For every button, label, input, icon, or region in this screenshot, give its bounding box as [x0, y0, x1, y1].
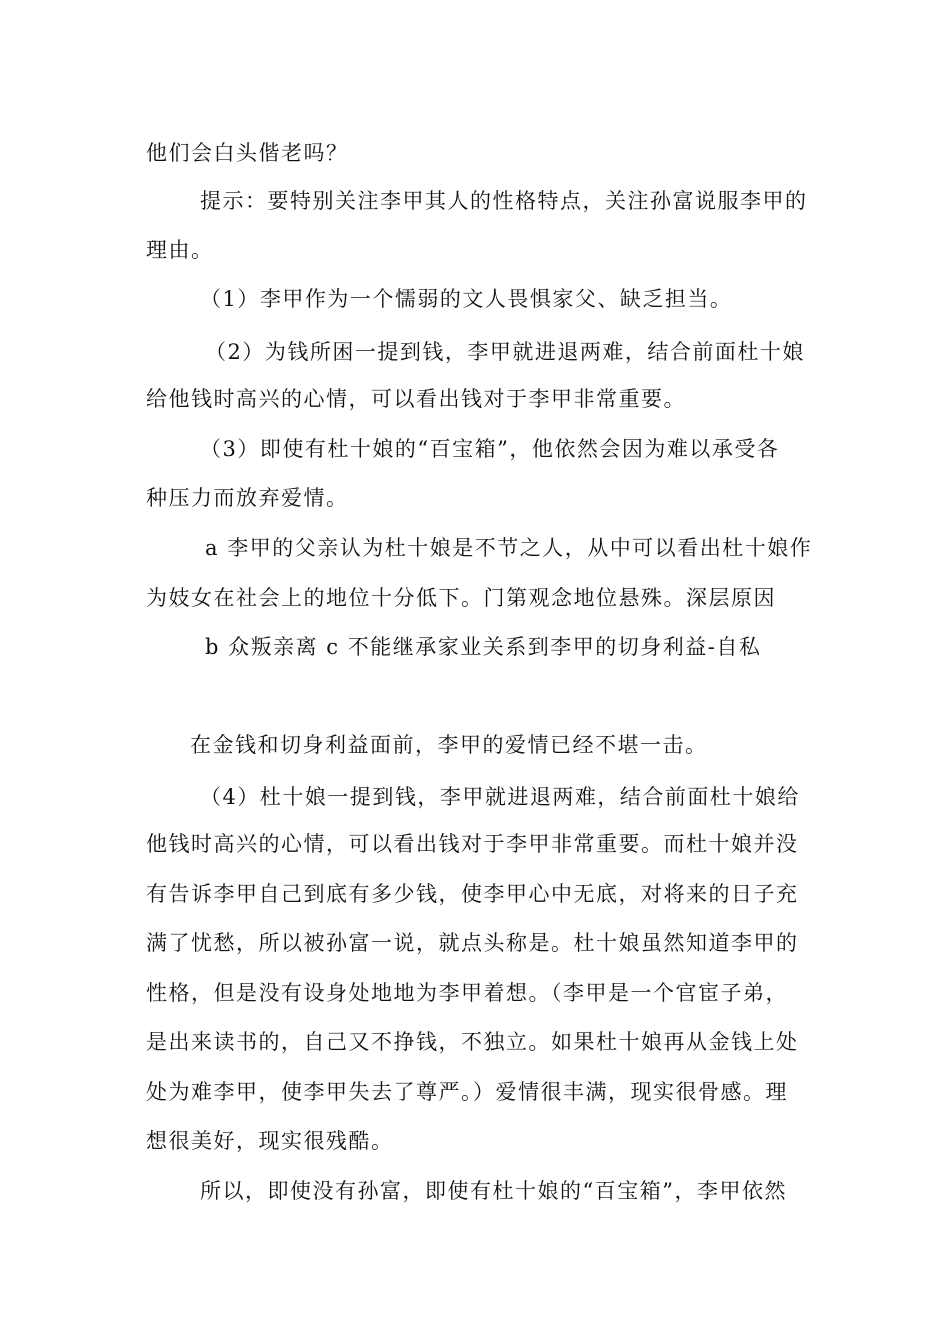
text-line-18: 是出来读书的，自己又不挣钱，不独立。如果杜十娘再从金钱上处	[146, 1030, 799, 1054]
text-line-5: （2）为钱所困一提到钱，李甲就进退两难，结合前面杜十娘	[205, 340, 805, 364]
text-line-6: 给他钱时高兴的心情，可以看出钱对于李甲非常重要。	[146, 387, 686, 411]
text-line-17: 性格，但是没有设身处地地为李甲着想。（李甲是一个官宦子弟，	[146, 981, 788, 1005]
text-line-12: 在金钱和切身利益面前，李甲的爱情已经不堪一击。	[190, 733, 708, 757]
text-line-10: 为妓女在社会上的地位十分低下。门第观念地位悬殊。深层原因	[146, 586, 776, 610]
text-line-9: a 李甲的父亲认为杜十娘是不节之人，从中可以看出杜十娘作	[205, 536, 813, 560]
text-line-11: b 众叛亲离 c 不能继承家业关系到李甲的切身利益-自私	[205, 635, 762, 659]
text-line-13: （4）杜十娘一提到钱，李甲就进退两难，结合前面杜十娘给	[200, 785, 800, 809]
text-line-3: 理由。	[146, 238, 214, 262]
text-line-2: 提示：要特别关注李甲其人的性格特点，关注孙富说服李甲的	[200, 189, 808, 213]
text-line-21: 所以，即使没有孙富，即使有杜十娘的“百宝箱”，李甲依然	[200, 1179, 787, 1203]
text-line-20: 想很美好，现实很残酷。	[146, 1129, 394, 1153]
text-line-19: 处为难李甲，使李甲失去了尊严。）爱情很丰满，现实很骨感。理	[146, 1080, 788, 1104]
text-line-7: （3）即使有杜十娘的“百宝箱”，他依然会因为难以承受各	[200, 437, 780, 461]
text-line-14: 他钱时高兴的心情，可以看出钱对于李甲非常重要。而杜十娘并没	[146, 832, 799, 856]
text-line-16: 满了忧愁，所以被孙富一说，就点头称是。杜十娘虽然知道李甲的	[146, 931, 799, 955]
text-line-4: （1）李甲作为一个懦弱的文人畏惧家父、缺乏担当。	[200, 287, 733, 311]
text-line-15: 有告诉李甲自己到底有多少钱，使李甲心中无底，对将来的日子充	[146, 882, 799, 906]
text-line-8: 种压力而放弃爱情。	[146, 486, 349, 510]
text-line-1: 他们会白头偕老吗？	[146, 141, 349, 165]
